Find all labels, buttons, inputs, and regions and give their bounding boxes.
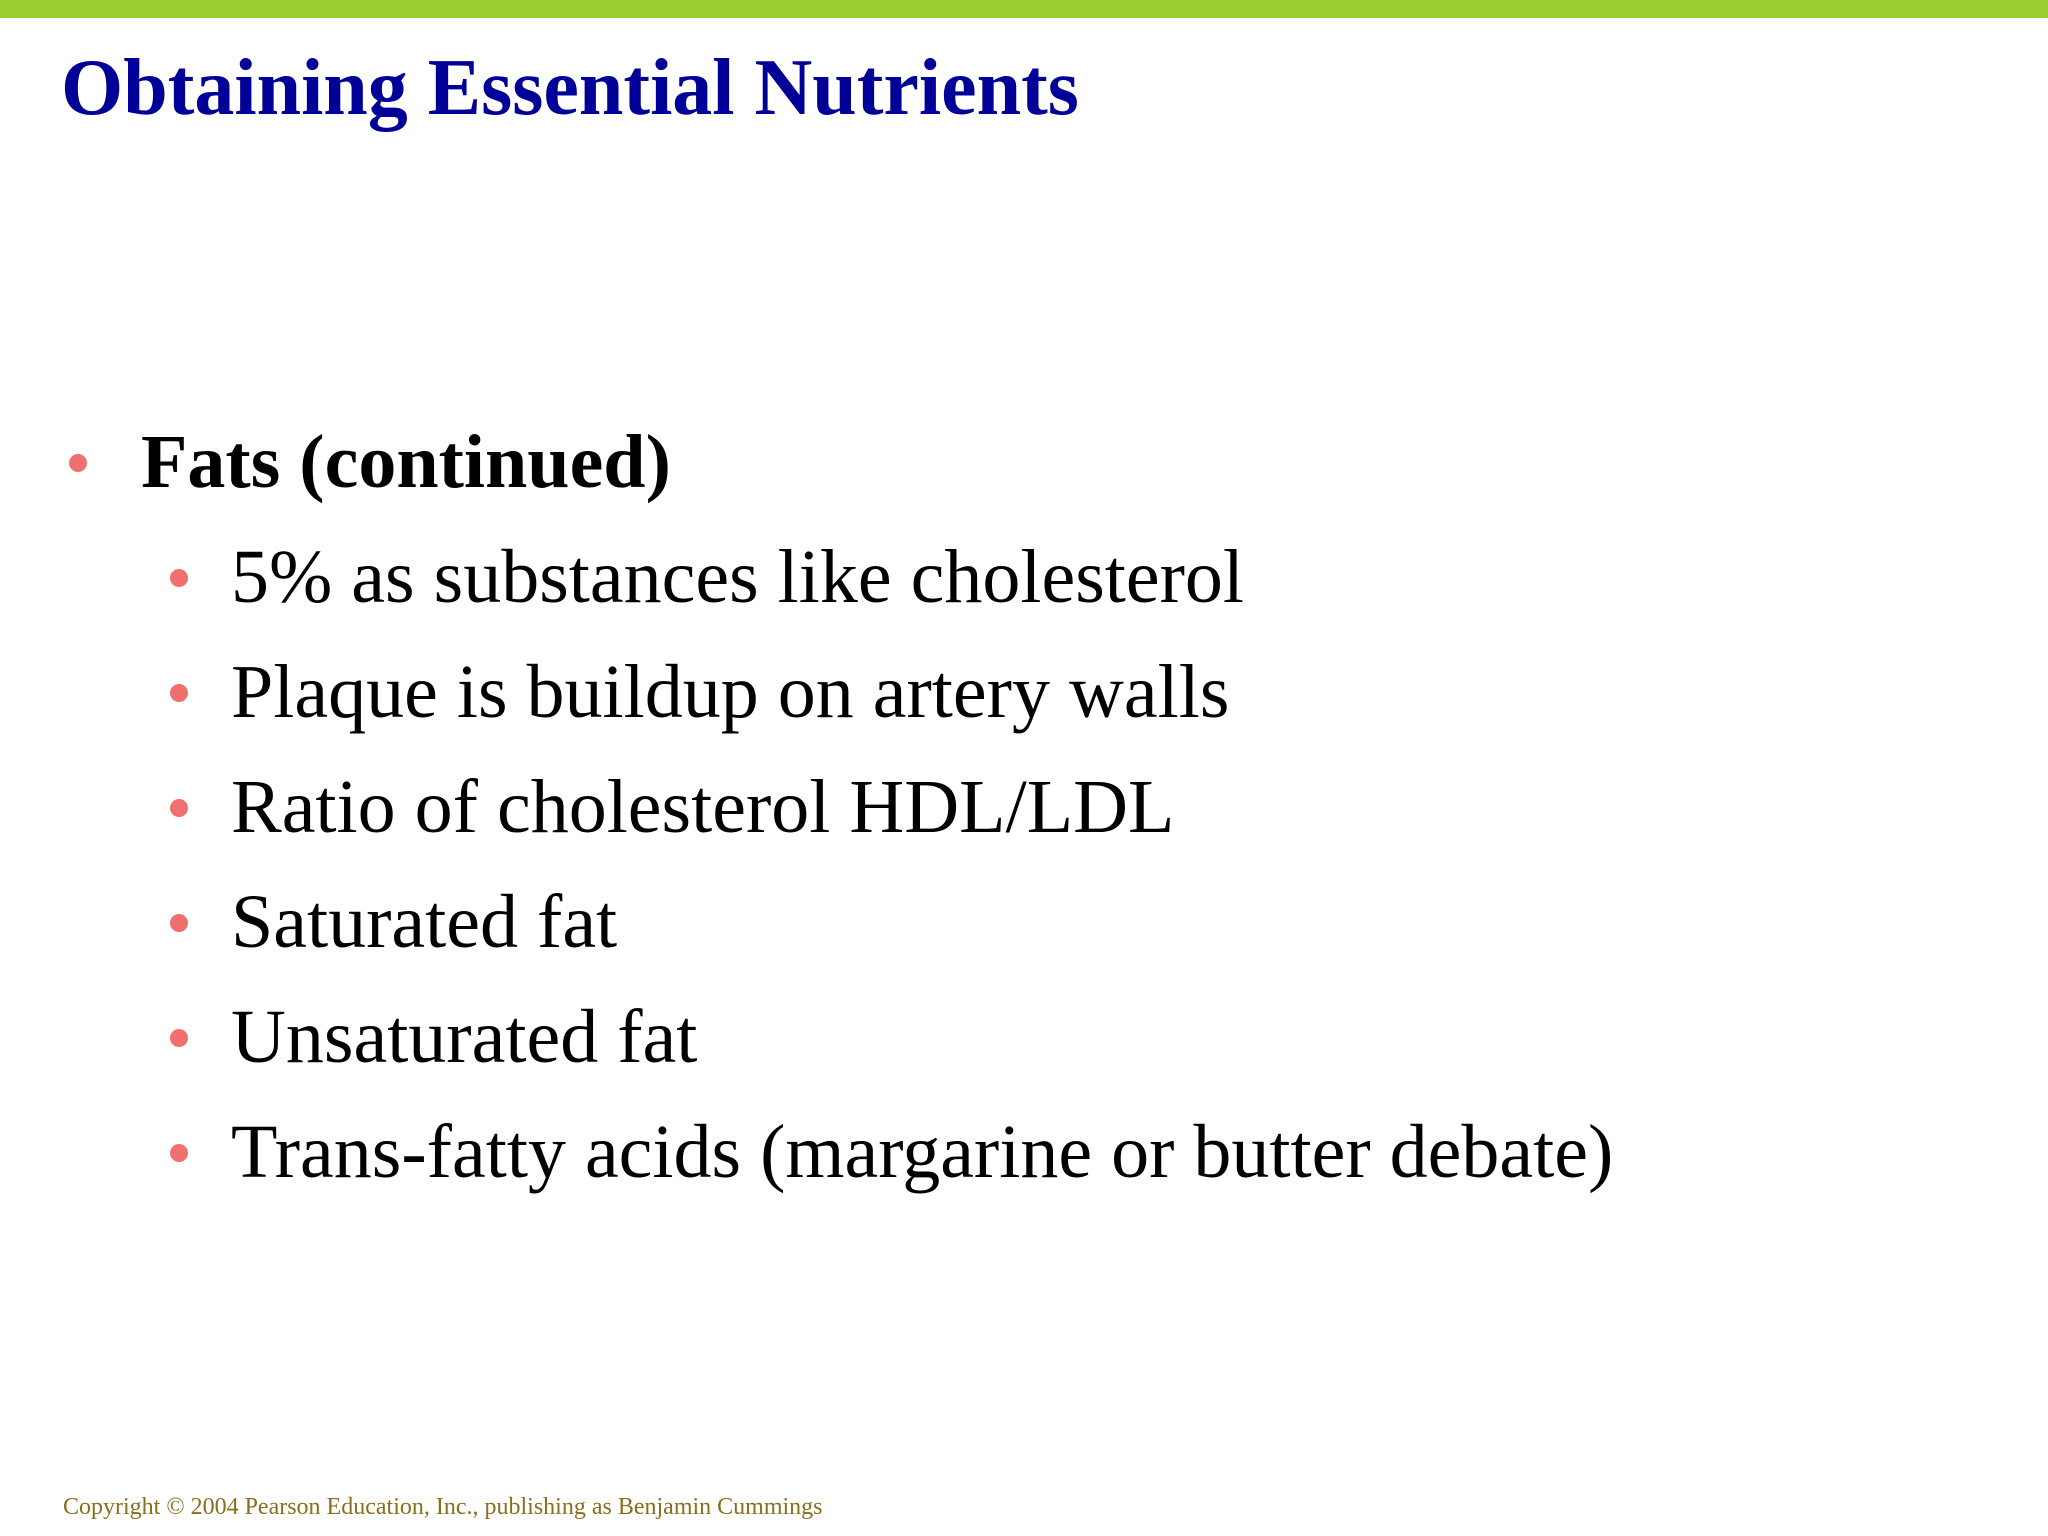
bullet-dot-icon	[170, 1144, 188, 1162]
bullet-item-cholesterol-substances	[0, 527, 2048, 627]
bullet-text: Fats (continued)	[141, 420, 671, 504]
bullet-item-unsaturated-fat	[0, 987, 2048, 1087]
bullet-dot-icon	[170, 1029, 188, 1047]
bullet-text: Ratio of cholesterol HDL/LDL	[231, 765, 1175, 849]
bullet-text: Saturated fat	[231, 880, 618, 964]
bullet-text: Plaque is buildup on artery walls	[231, 650, 1230, 734]
bullet-item-saturated-fat	[0, 872, 2048, 972]
bullet-item-trans-fatty-acids	[0, 1102, 2048, 1202]
bullet-item-fats	[0, 412, 2048, 512]
bullet-text: Trans-fatty acids (margarine or butter debate)	[231, 1110, 1614, 1194]
bullet-text: 5% as substances like cholesterol	[231, 535, 1245, 619]
bullet-dot-icon	[69, 454, 87, 472]
copyright-notice: Copyright © 2004 Pearson Education, Inc., publishing as Benjamin Cummings	[63, 1494, 823, 1520]
bullet-dot-icon	[170, 684, 188, 702]
bullet-dot-icon	[170, 914, 188, 932]
bullet-item-plaque	[0, 642, 2048, 742]
bullet-dot-icon	[170, 569, 188, 587]
bullet-item-hdl-ldl-ratio	[0, 757, 2048, 857]
slide-title: Obtaining Essential Nutrients	[61, 44, 1079, 132]
bullet-text: Unsaturated fat	[231, 995, 698, 1079]
bullet-dot-icon	[170, 799, 188, 817]
